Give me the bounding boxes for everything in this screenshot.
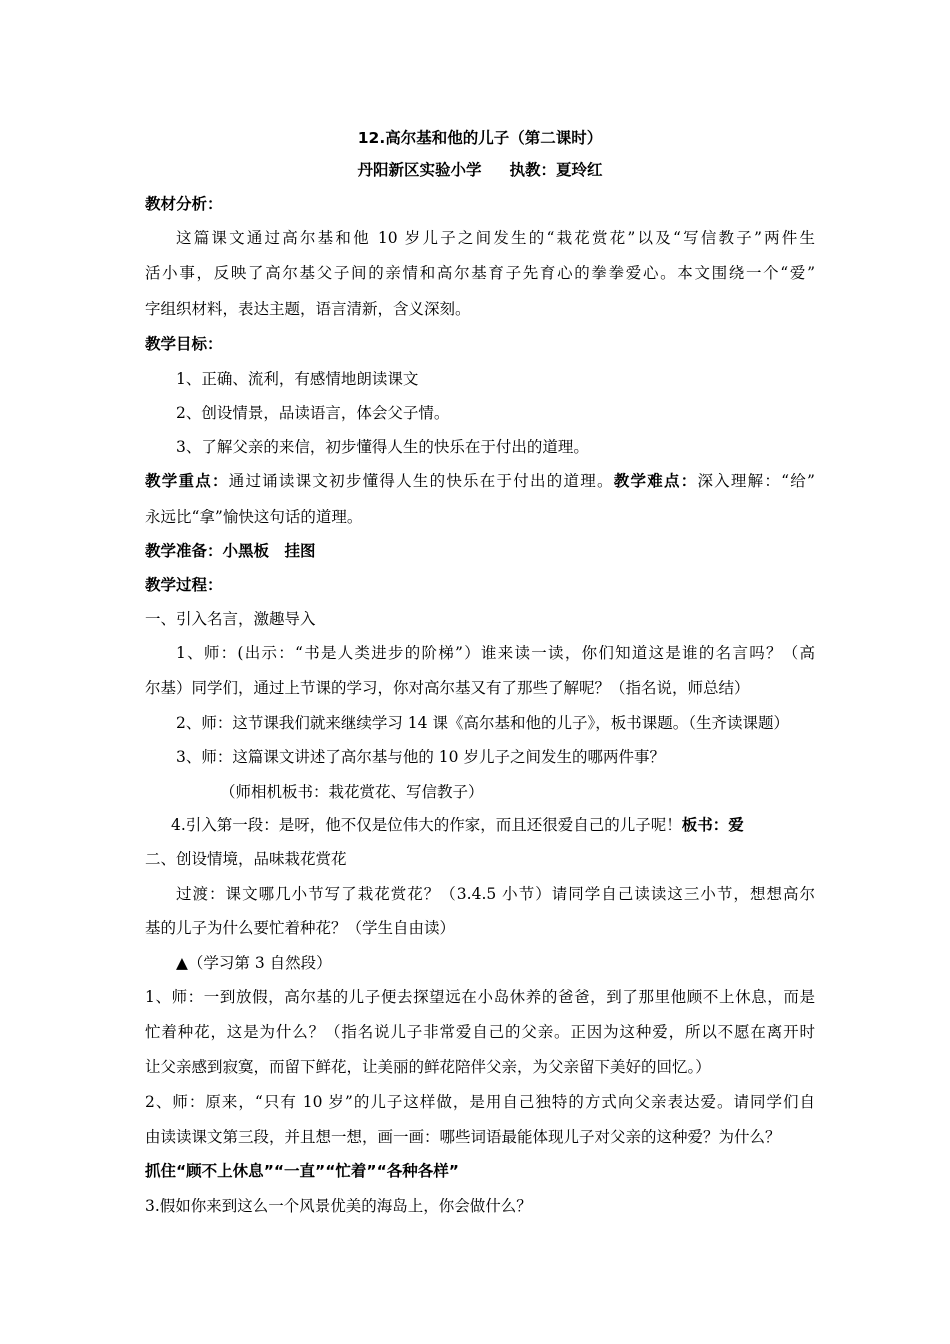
process-heading: 教学过程： [145,576,223,594]
material-analysis-line: 这篇课文通过高尔基和他 10 岁儿子之间发生的“栽花赏花”以及“写信教子”两件生 [176,229,815,247]
process-line: 尔基）同学们，通过上节课的学习，你对高尔基又有了那些了解呢？（指名说，师总结） [145,679,750,697]
process-text: 4.引入第一段：是呀，他不仅是位伟大的作家，而且还很爱自己的儿子呢！ [171,816,682,834]
author-line [145,159,815,181]
difficulty-text-cont: 永远比“拿”愉快这句话的道理。 [145,508,363,526]
key-points-label: 教学重点： [145,472,229,490]
keywords-line: 抓住“顾不上休息”“一直”“忙着”“各种各样” [145,1162,459,1180]
transition-line: 基的儿子为什么要忙着种花？（学生自由读） [145,919,456,937]
transition-line: 过渡：课文哪几小节写了栽花赏花？（3.4.5 小节）请同学自己读读这三小节，想想高尔 [176,885,815,903]
process-line: 3、师：这篇课文讲述了高尔基与他的 10 岁儿子之间发生的哪两件事？ [176,748,665,766]
process-line: 2、师：原来，“只有 10 岁”的儿子这样做，是用自己独特的方式向父亲表达爱。请同学们自 [145,1093,815,1111]
process-line: 让父亲感到寂寞，而留下鲜花，让美丽的鲜花陪伴父亲，为父亲留下美好的回忆。） [145,1058,711,1076]
material-analysis-line: 活小事，反映了高尔基父子间的亲情和高尔基育子先育心的拳拳爱心。本文围绕一个“爱” [145,264,815,282]
goal-item: 1、正确、流利，有感情地朗读课文 [176,370,419,388]
school-name: 丹阳新区实验小学 [357,161,482,179]
process-line [145,814,744,836]
process-line: 1、师：(出示：“书是人类进步的阶梯”）谁来读一读，你们知道这是谁的名言吗？（高 [176,644,815,662]
process-line: 3.假如你来到这么一个风景优美的海岛上，你会做什么？ [145,1197,532,1215]
process-line: 由读读课文第三段，并且想一想，画一画：哪些词语最能体现儿子对父亲的这种爱？为什么？ [145,1128,781,1146]
goals-heading: 教学目标： [145,335,223,353]
key-points-text: 通过诵读课文初步懂得人生的快乐在于付出的道理。 [228,472,614,490]
board-note: （师相机板书：栽花赏花、写信教子） [220,783,484,801]
process-line: 2、师：这节课我们就来继续学习 14 课《高尔基和他的儿子》，板书课题。（生齐读课题） [176,714,789,732]
process-line: 1、师：一到放假，高尔基的儿子便去探望远在小岛休养的爸爸，到了那里他顾不上休息，而是 [145,988,815,1006]
goal-item: 3、了解父亲的来信，初步懂得人生的快乐在于付出的道理。 [176,438,589,456]
process-line: 忙着种花，这是为什么？（指名说儿子非常爱自己的父亲。正因为这种爱，所以不愿在离开时 [145,1023,815,1041]
teacher-name: 执教：夏玲红 [509,161,603,179]
document-title: 12.高尔基和他的儿子（第二课时） [357,129,603,147]
board-writing: 板书：爱 [681,816,744,834]
preparation: 教学准备：小黑板 挂图 [145,542,316,560]
material-analysis-line: 字组织材料，表达主题，语言清新，含义深刻。 [145,300,471,318]
key-points-line [145,470,815,492]
material-analysis-heading: 教材分析： [145,195,223,213]
difficulty-label: 教学难点： [613,472,698,490]
section-2-heading: 二、创设情境，品味栽花赏花 [145,850,347,868]
study-marker: ▲（学习第 3 自然段） [176,954,332,972]
goal-item: 2、创设情景，品读语言，体会父子情。 [176,404,450,422]
section-1-heading: 一、引入名言，激趣导入 [145,610,316,628]
difficulty-text: 深入理解：“给” [697,472,815,490]
